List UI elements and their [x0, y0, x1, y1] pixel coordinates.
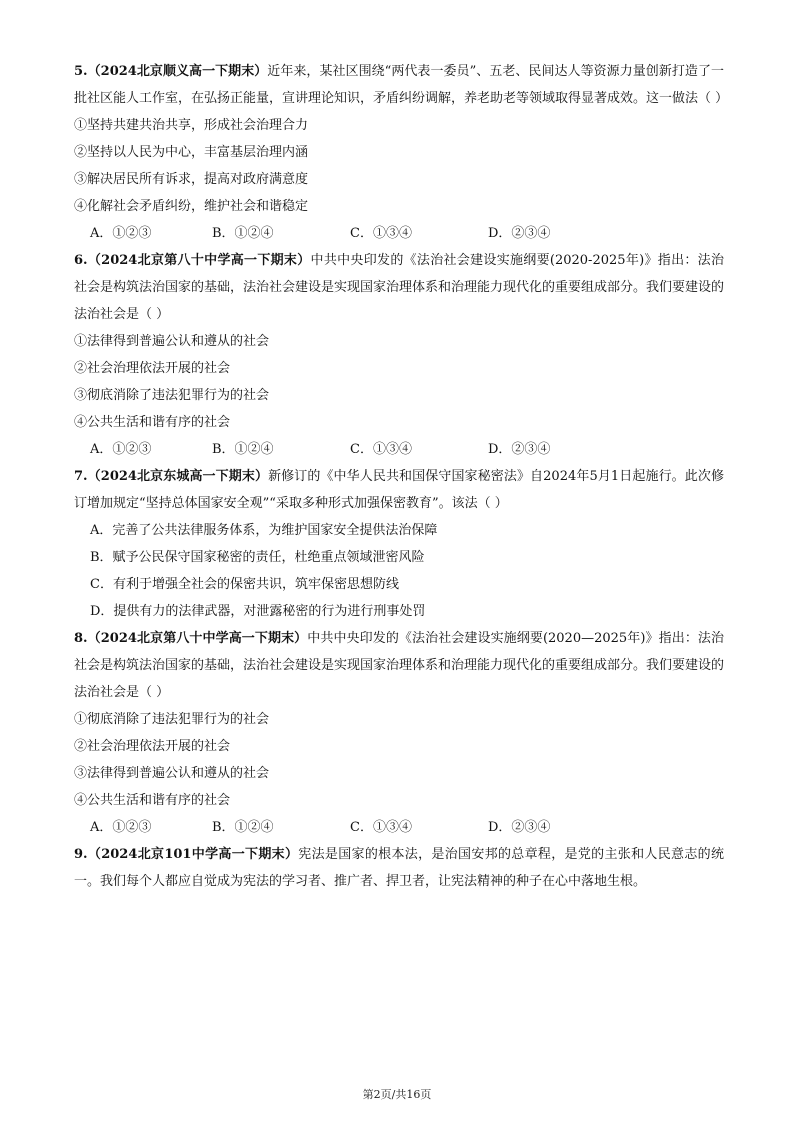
question-stem: [74, 58, 729, 112]
question-9: [74, 841, 724, 895]
question-number: 6.: [74, 253, 88, 268]
statement-item: ①彻底消除了违法犯罪行为的社会: [74, 712, 270, 727]
option-b[interactable]: B．①②④: [212, 820, 274, 835]
question-5: [74, 58, 729, 247]
question-text: 近年来，某社区围绕“两代表一委员”、五老、民间达人等资源力量创新打造了一批社区能人工作室，在弘扬正能量，宣讲理论知识，矛盾纠纷调解，养老助老等领域取得显著成效。这一做法（ ）: [74, 64, 729, 106]
statement-item: ③法律得到普遍公认和遵从的社会: [74, 766, 270, 781]
statement-item: ①坚持共建共治共享，形成社会治理合力: [74, 118, 309, 133]
question-text: 新修订的《中华人民共和国保守国家秘密法》自2024年5月1日起施行。此次修订增加规定“坚持总体国家安全观”“采取多种形式加强保密教育”。该法（ ）: [74, 469, 724, 511]
answer-options: [74, 436, 724, 463]
option-a[interactable]: A．①②③: [90, 820, 152, 835]
answer-options: [74, 220, 724, 247]
statement-item: ④化解社会矛盾纠纷，维护社会和谐稳定: [74, 199, 309, 214]
question-source: （2024北京东城高一下期末）: [87, 469, 269, 484]
question-7: [74, 463, 724, 625]
option-d[interactable]: D．②③④: [488, 226, 551, 241]
question-stem: [74, 247, 724, 328]
option-c[interactable]: C．①③④: [350, 442, 412, 457]
question-8: [74, 625, 724, 841]
statement-item: ①法律得到普遍公认和遵从的社会: [74, 334, 270, 349]
question-stem: [74, 841, 724, 895]
option-a[interactable]: A．①②③: [90, 226, 152, 241]
page-footer: 第2页/共16页: [362, 1088, 432, 1101]
question-text: 宪法是国家的根本法，是治国安邦的总章程，是党的主张和人民意志的统一。我们每个人都应自觉成为宪法的学习者、推广者、捍卫者，让宪法精神的种子在心中落地生根。: [74, 847, 724, 889]
option-c[interactable]: C．①③④: [350, 820, 412, 835]
question-stem: [74, 625, 724, 706]
question-source: （2024北京第八十中学高一下期末）: [87, 253, 311, 268]
question-text: 中共中央印发的《法治社会建设实施纲要(2020-2025年)》指出：法治社会是构筑法治国家的基础，法治社会建设是实现国家治理体系和治理能力现代化的重要组成部分。我们要建设的法治社会是（ ）: [74, 253, 725, 322]
option-c[interactable]: C．有利于增强全社会的保密共识，筑牢保密思想防线: [90, 577, 399, 592]
statement-item: ③彻底消除了违法犯罪行为的社会: [74, 388, 270, 403]
question-source: （2024北京第八十中学高一下期末）: [87, 631, 308, 646]
question-stem: [74, 463, 724, 517]
option-a[interactable]: A．①②③: [90, 442, 152, 457]
statement-item: ②社会治理依法开展的社会: [74, 361, 231, 376]
statement-item: ③解决居民所有诉求，提高对政府满意度: [74, 172, 309, 187]
option-b[interactable]: B．赋予公民保守国家秘密的责任，杜绝重点领域泄密风险: [90, 550, 425, 565]
option-c[interactable]: C．①③④: [350, 226, 412, 241]
statement-item: ④公共生活和谐有序的社会: [74, 793, 231, 808]
question-6: [74, 247, 724, 463]
answer-options: [74, 814, 724, 841]
question-number: 7.: [74, 469, 88, 484]
option-b[interactable]: B．①②④: [212, 226, 274, 241]
statement-item: ②坚持以人民为中心，丰富基层治理内涵: [74, 145, 309, 160]
statement-item: ④公共生活和谐有序的社会: [74, 415, 231, 430]
option-d[interactable]: D．②③④: [488, 442, 551, 457]
question-number: 5.: [74, 64, 88, 79]
question-number: 9.: [74, 847, 88, 862]
question-text: 中共中央印发的《法治社会建设实施纲要(2020—2025年)》指出：法治社会是构筑法治国家的基础，法治社会建设是实现国家治理体系和治理能力现代化的重要组成部分。我们要建设的法治社会是（ ）: [74, 631, 725, 700]
question-source: （2024北京顺义高一下期末）: [87, 64, 268, 79]
question-number: 8.: [74, 631, 88, 646]
option-d[interactable]: D．提供有力的法律武器，对泄露秘密的行为进行刑事处罚: [90, 604, 426, 619]
option-d[interactable]: D．②③④: [488, 820, 551, 835]
question-source: （2024北京101中学高一下期末）: [87, 847, 299, 862]
statement-item: ②社会治理依法开展的社会: [74, 739, 231, 754]
question-list: [74, 58, 729, 895]
option-b[interactable]: B．①②④: [212, 442, 274, 457]
option-a[interactable]: A．完善了公共法律服务体系，为维护国家安全提供法治保障: [90, 523, 438, 538]
